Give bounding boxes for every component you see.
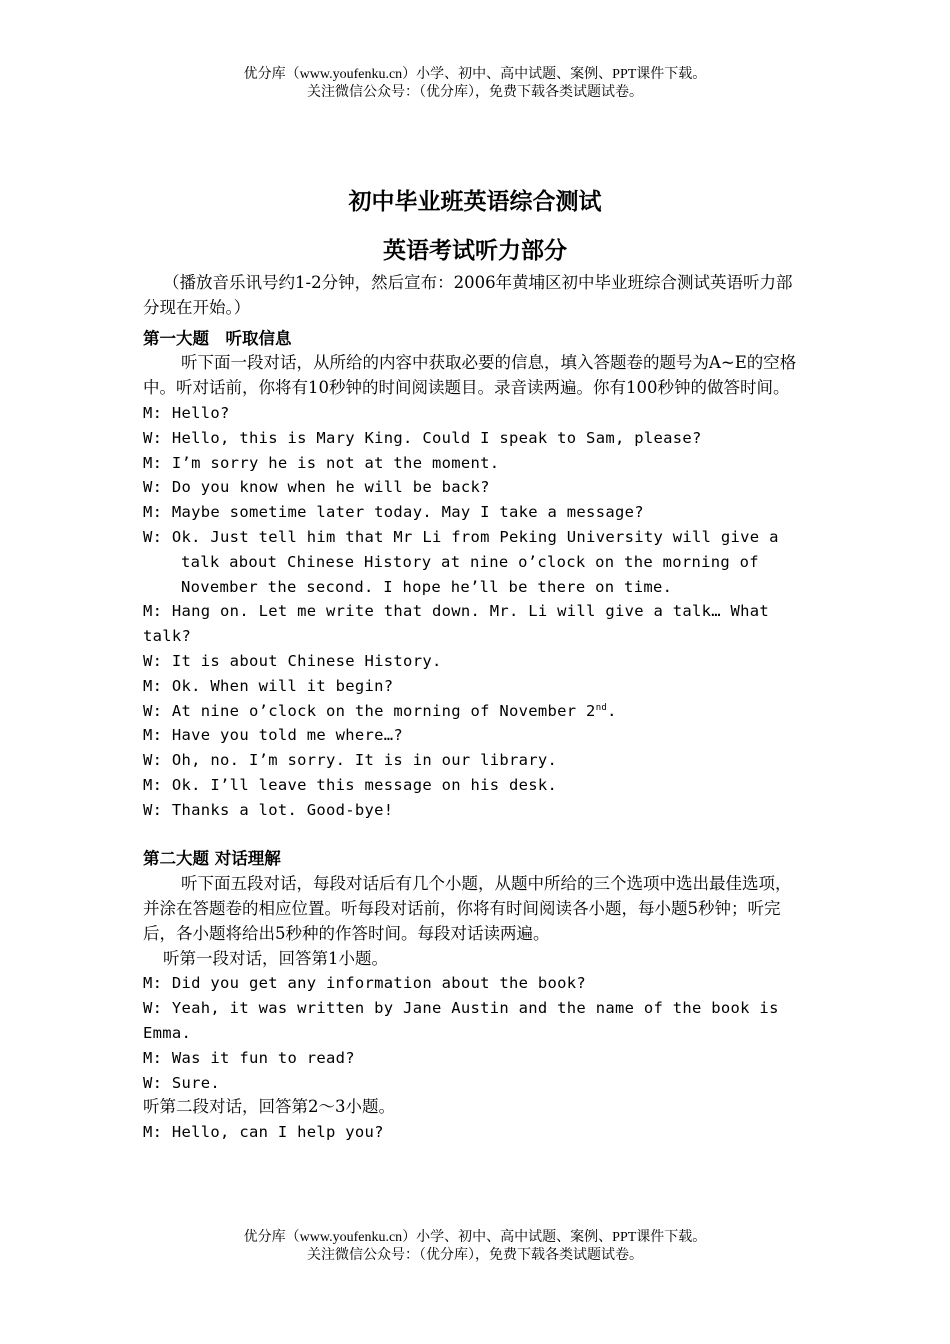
dialogue-line: W: Ok. Just tell him that Mr Li from Peking University will give a talk about Chinese History at nine o’clock on the morning of November the second. I hope he’ll be there on time. xyxy=(143,527,779,596)
nov-sup: nd xyxy=(595,702,608,713)
dialogue-line: M: Ok. When will it begin? xyxy=(143,676,394,695)
page-header xyxy=(0,66,950,102)
section2-instructions: 听下面五段对话，每段对话后有几个小题，从题中所给的三个选项中选出最佳选项，并涂在答题卷的相应位置。听每段对话前，你将有时间阅读各小题，每小题5秒钟；听完后，各小题将给出5秒种的作答时间。每段对话读两遍。 xyxy=(143,874,792,943)
dialogue-line: W: Do you know when he will be back? xyxy=(143,478,490,497)
page-footer xyxy=(0,1229,950,1265)
dialogue-line: M: Was it fun to read? xyxy=(143,1048,355,1067)
nov-prefix: W: At nine o’clock on the morning of November 2 xyxy=(143,701,596,720)
dialogue-line: W: Yeah, it was written by Jane Austin and the name of the book is Emma. xyxy=(143,999,779,1042)
footer-line-1: 优分库（www.youfenku.cn）小学、初中、高中试题、案例、PPT课件下载。 xyxy=(243,1230,707,1245)
section1-instructions: 听下面一段对话，从所给的内容中获取必要的信息，填入答题卷的题号为A~E的空格中。听对话前，你将有10秒钟的时间阅读题目。录音读两遍。你有100秒钟的做答时间。 xyxy=(143,353,797,398)
page-subtitle: 英语考试听力部分 xyxy=(383,238,567,264)
dialogue-line: W: Oh, no. I’m sorry. It is in our library. xyxy=(143,751,558,770)
part2-label: 听第二段对话，回答第2～3小题。 xyxy=(143,1097,395,1117)
dialogue-line: M: Hello? xyxy=(143,403,230,422)
section1-heading: 第一大题 听取信息 xyxy=(143,328,292,348)
part1-label: 听第一段对话，回答第1小题。 xyxy=(163,948,388,968)
dialogue-line-november xyxy=(143,699,803,724)
document-body xyxy=(143,271,803,1145)
section2-heading: 第二大题 对话理解 xyxy=(143,849,281,869)
dialogue-line: W: Sure. xyxy=(143,1073,221,1092)
page-title: 初中毕业班英语综合测试 xyxy=(348,189,602,215)
intro-paragraph: （播放音乐讯号约1-2分钟，然后宣布：2006年黄埔区初中毕业班综合测试英语听力部分现在开始。） xyxy=(143,273,793,317)
footer-line-2: 关注微信公众号：（优分库），免费下载各类试题试卷。 xyxy=(307,1248,643,1263)
dialogue-line: M: Hang on. Let me write that down. Mr. Li will give a talk… What talk? xyxy=(143,602,770,646)
dialogue-line: M: I’m sorry he is not at the moment. xyxy=(143,453,500,472)
header-line-1: 优分库（www.youfenku.cn）小学、初中、高中试题、案例、PPT课件下载。 xyxy=(243,67,707,82)
dialogue-line: W: It is about Chinese History. xyxy=(143,651,442,670)
dialogue-line: W: Hello, this is Mary King. Could I speak to Sam, please? xyxy=(143,428,702,447)
header-line-2: 关注微信公众号：（优分库），免费下载各类试题试卷。 xyxy=(307,85,643,100)
nov-suffix: . xyxy=(607,701,617,720)
dialogue-line: M: Hello, can I help you? xyxy=(143,1123,384,1142)
dialogue-line: M: Have you told me where…? xyxy=(143,726,404,745)
dialogue-line: M: Ok. I’ll leave this message on his desk. xyxy=(143,775,558,794)
dialogue-line: W: Thanks a lot. Good-bye! xyxy=(143,800,394,819)
dialogue-line: M: Maybe sometime later today. May I take a message? xyxy=(143,503,644,522)
dialogue-line: M: Did you get any information about the book? xyxy=(143,974,587,993)
